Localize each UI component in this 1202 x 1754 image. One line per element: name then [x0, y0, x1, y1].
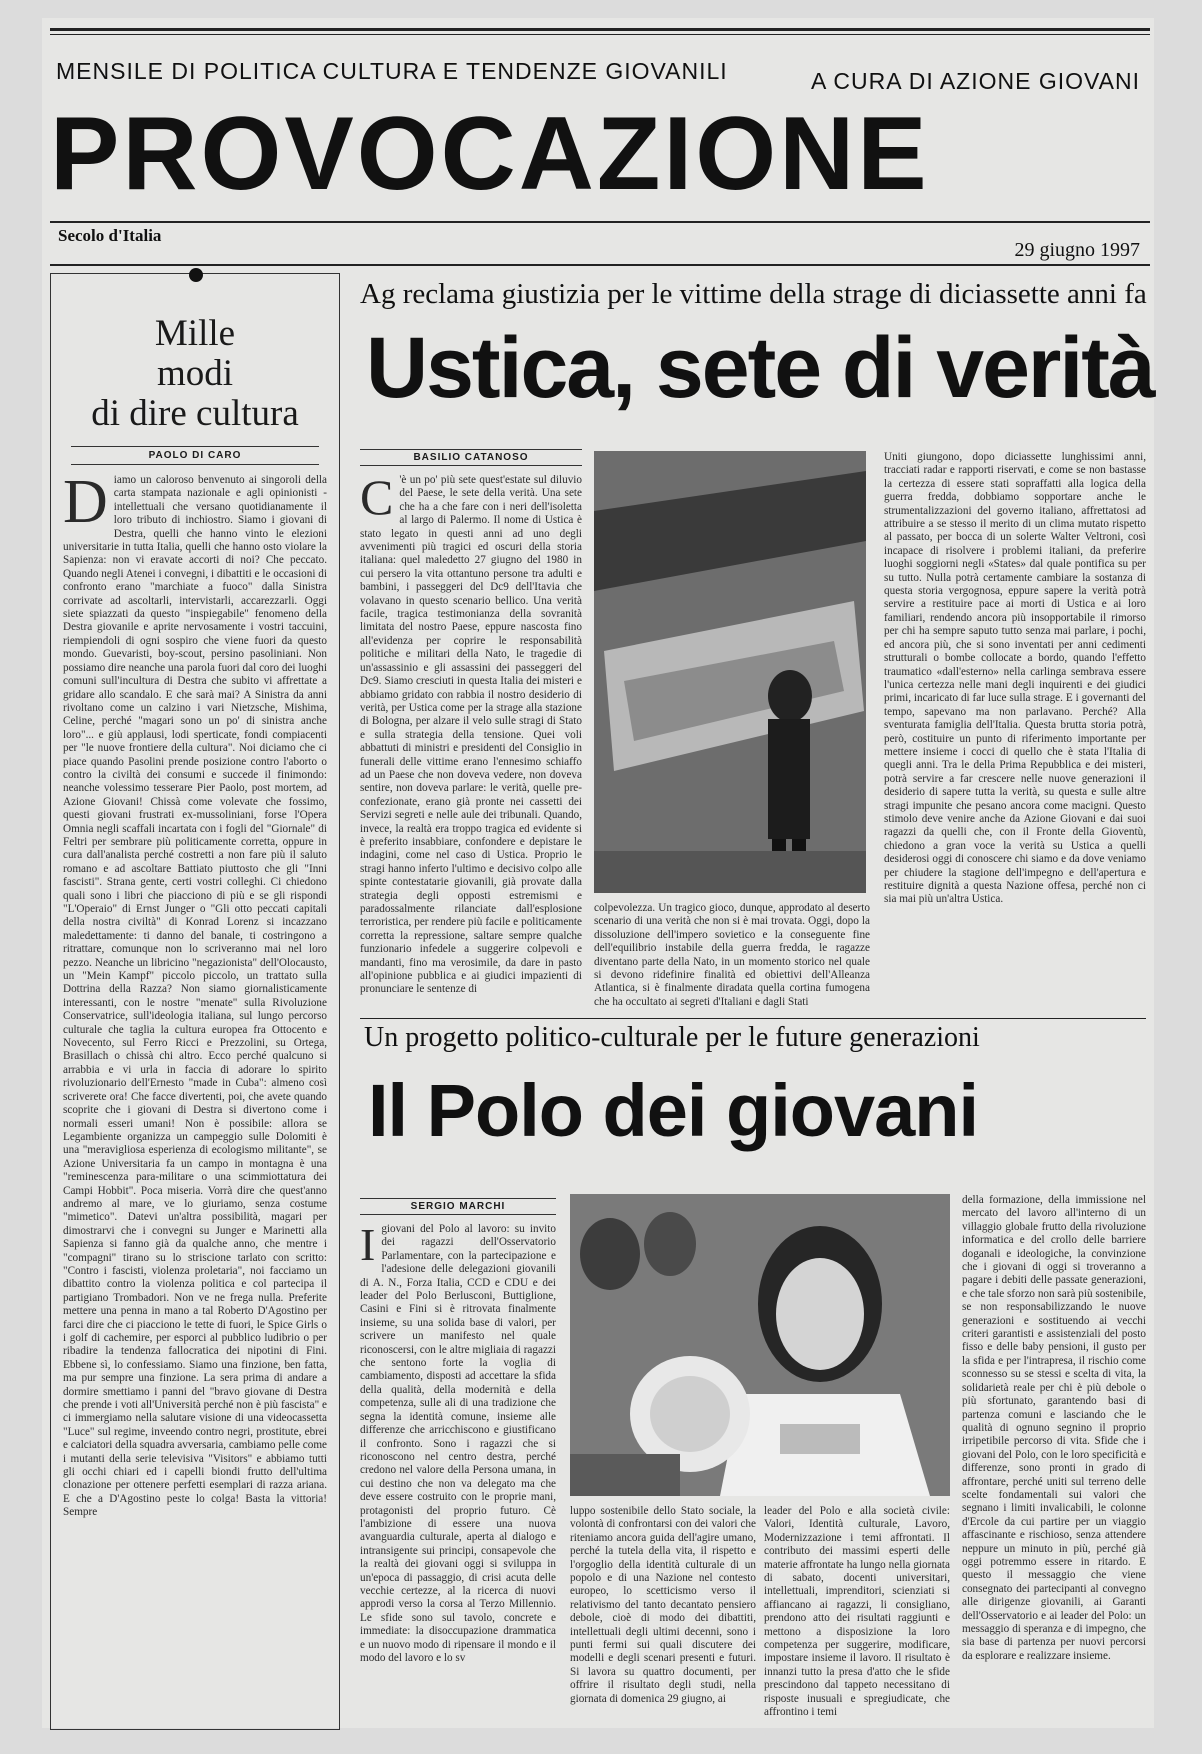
top-rule	[50, 28, 1150, 31]
sidebar-author: PAOLO DI CARO	[148, 450, 242, 461]
article1-dropcap: C	[360, 469, 394, 525]
article1-col1	[360, 449, 582, 996]
article2-kicker: Un progetto politico-culturale per le future generazioni	[364, 1022, 980, 1053]
article2-col1-text: giovani del Polo al lavoro: su invito dei ragazzi dell'Osservatorio Parlamentare, con la partecipazione e l'adesione delle delegazioni giovanili di A. N., Forza Italia, CCD e CDU e dei leader del Polo Berlusconi, Buttiglione, Casini e Fini si è ritrovata finalmente insieme, su una solida base di valori, per scrivere un manifesto nel quale riconoscersi, con le altre migliaia di ragazzi che sentono forte la voglia di cambiamento, disposti ad accettare la sfida della qualità, della modernità e della competenza, sulle ali di una tradizione che segna la identità comune, insieme alle differenze che arricchiscono e giustificano il confronto. Sono i ragazzi che si riconoscono nel centro destra, perché credono nel valore della Persona umana, in cui destino che non va delegato ma che deve essere costruito con le proprie mani, protagonisti del proprio futuro. Cè l'ambizione di essere una nuova avanguardia culturale, aperta al dialogo e intransigente sui principi, consapevole che la realtà dei giovani oggi si sviluppa in un'epoca di passaggio, di crisi acuta delle vecchie certezze, al la ricerca di nuovi approdi verso la corsa al Terzo Millennio. Le sfide sono sul tavolo, concrete e immediate: la disoccupazione drammatica e un nuovo modo di ripensare il mondo e il modo del lavoro e lo sv	[360, 1223, 556, 1664]
paper-name: Secolo d'Italia	[58, 226, 162, 245]
masthead-curator: A CURA DI AZIONE GIOVANI	[810, 68, 1140, 94]
top-rule-thin	[50, 34, 1150, 35]
sidebar-title-line1: Mille	[154, 313, 236, 354]
article2-text-2: luppo sostenibile dello Stato sociale, la volontà di confrontarsi con dei valori che riteniamo ancora guida dell'agire umano, perché la tutela della vita, il rispetto e l'orgoglio della identità culturale di un popolo e di una Nazione nel contesto europeo, lo scetticismo verso il relativismo del tanto decantato pensiero debole, cioè di modo dei dibattiti, intellettuali degli ultimi decenni, sono i punti fermi sui quali discutere dei modelli e degli scenari presenti e futuri. Si lavora su quattro documenti, per offrire il risultato degli studi, nella giornata di domenica 29 giugno, ai	[570, 1505, 756, 1705]
sidebar-article	[50, 273, 340, 1730]
article2-dropcap: I	[360, 1219, 376, 1270]
polo-photo-drawing	[570, 1194, 950, 1496]
ustica-photo	[594, 451, 866, 893]
article2-text-4: della formazione, della immissione nel mercato del lavoro all'interno di un villaggio globale frutto della rivoluzione informatica e del crollo delle barriere doganali e ideologiche, la convinzione che i giovani di oggi si troveranno a pagare i debiti delle passate generazioni, e che tale sforzo non sarà più sostenibile, se non responsabilizzando le nuove generazioni e sostituendo ai vecchi criteri garantisti e assistenziali del posto fisso e delle baby pensioni, il gusto per la sfida e per l'intrapresa, il rischio come sconnesso su se stessi e scelta di vita, la solidarietà reale per chi è più debole o più sfortunato, garantendo basi di partenza comuni e lasciando che le qualità di ognuno segnino il proprio irripetibile percorso di vita. Sfide che i giovani del Polo, con le loro specificità e differenze, sono pronti in grado di affrontare, perché uniti sul terreno delle scelte fondamentali sui valori che segnano i limiti invalicabili, le colonne d'Ercole da cui partire per un viaggio affascinante e rischioso, senza attendere neppure un minuto in più, perché già oggi potremmo essere in ritardo. E questo il messaggio che viene consegnato dei partecipanti al convegno alle dirigenze giovanili, ai Garanti dell'Osservatorio e ai leader del Polo: un messaggio di speranza e di impegno, che sia base di partenza per nuovi percorsi da esplorare e realizzare insieme.	[962, 1194, 1146, 1662]
article1-col1-text: 'è un po' più sete quest'estate sul diluvio del Paese, le sete della verità. Una sete che ha a che fare con i neri dell'isoletta al largo di Palermo. Il nome di Ustica è stato legato in questi anni ad uno degli avvenimenti più tragici ed oscuri della storia italiana: quel maledetto 27 giugno del 1980 in cui persero la vita ottantuno persone tra adulti e bambini, i passeggeri del Dc9 dell'Itavia che volavano in questo scenario bellico. Una verità facile, tragica testimonianza della sovranità limitata del nostro Paese, eppure nascosta fino all'evidenza per coprire le responsabilità politiche e militari della Nato, le tragedie di un'assassinio e gli assassini dei passeggeri del Dc9. Siamo cresciuti in questa Italia dei misteri e abbiamo gridato con rabbia il nostro desiderio di verità, per Ustica come per la strage alla stazione di Bologna, per alzare il velo sulle stragi di Stato e sulla strategia della tensione. Quei voli abbattuti di ministri e presidenti del Consiglio in funerali delle vittime erano l'ennesimo schiaffo ad un Paese che non doveva vedere, non doveva sentire, non doveva parlare: le verità, quelle pre-confezionate, erano già pronte nei cassetti dei Servizi segreti e nelle aule dei tribunali. Quando, invece, la realtà era troppo tragica ed evidente si è preferito insabbiare, confondere e depistare le indagini, come nel caso di Ustica. Proprio le stragi hanno inferto l'ultimo e decisivo colpo alle spinte contestatarie giovanili, già provate dalla strategia degli opposti estremismi e paradossalmente rilanciate dall'esplosione terroristica, per rendere più facile e politicamente corretta la repressione, saltare sempre qualche funzionario infedele a suggerire colpevoli e mandanti, fino ma verosimile, da dare in pasto all'opinione pubblica e ai giudici impazienti di pronunciare le sentenze di	[360, 474, 582, 996]
article1-text-1	[360, 469, 582, 996]
sidebar-title	[51, 314, 339, 434]
masthead-rule	[50, 221, 1150, 223]
article2-text-3: leader del Polo e alla società civile: Valori, Identità culturale, Lavoro, Modernizzazione i temi affrontati. Il contributo dei massimi esperti delle materie affrontate ha lungo nella giornata di sabato, docenti universitari, intellettuali, imprenditori, scienziati si affiancano ai ragazzi, li consigliano, prendono atto dei risultati raggiunti e mettono a disposizione la loro competenza per suggerire, modificare, impostare insieme il lavoro. Il risultato è innanzi tutto la presa d'atto che le sfide prescindono dal tappeto necessitano di risposte inusuali e spregiudicate, che affrontino i temi	[764, 1505, 950, 1719]
article1-headline: Ustica, sete di verità	[366, 320, 1154, 416]
article1-text-3: Uniti giungono, dopo diciassette lunghissimi anni, tracciati radar e rapporti riservati, e come se non bastasse la certezza di essere stati sopraffatti alla logica della guerra fredda, dobbiamo sopportare anche le strumentalizzazioni del governo italiano, affrettatosi ad attribuire a se stesso il merito di un clima mutato rispetto al passato, per bocca di un solerte Walter Veltroni, così incapace di risolvere i problemi italiani, da preferire luoghi soggiorni negli «States» dal quale pontifica su per su tutto. Nulla potrà certamente cambiare la sostanza di questa storia vergognosa, eppure sapere la verità potrà servire a restituire pace ai morti di Ustica e ai loro familiari, rendendo ancora più insopportabile il rimorso per chi ha sempre saputo tutto senza mai parlare, i pochi, ed ancora più, che si sono inventati per anni cedimenti strutturali o bombe collocate a bordo, quando l'effetto traumatico «dall'esterno» nella carlinga sembrava essere l'unica certezza nelle mani degli inquirenti e dei giudici primi, incaricato di far luce sulla strage. E i governanti del tempo, sapevano ma non parlavano. Perché? Alla sventurata famiglia dell'Italia. Questa brutta storia potrà, però, costituire un punto di riferimento importante per mettere insieme i cocci di quello che è stata l'Italia di quegli anni. Tra le della Prima Repubblica e dei misteri, potrà servire a far crescere nelle nuove generazioni il desiderio di sapere tutta la verità, su questa e sulle altre stragi impunite che pesano ancora come macigni. Questo stimolo deve venire anche da Azione Giovani e dai suoi ragazzi da quelli che, con il Fronte della Gioventù, chiedono a gran voce la verità su Ustica a quelli desiderosi oggi di conoscere chi siamo e da dove veniamo per chiudere la stagione dell'impegno e dell'apertura e restituire dignità a questa Nazione offesa, perché non ci sia mai più un'altra Ustica.	[884, 451, 1146, 906]
article1-kicker: Ag reclama giustizia per le vittime della strage di diciassette anni fa	[360, 278, 1147, 310]
polo-photo	[570, 1194, 950, 1496]
article2-rule	[360, 1018, 1146, 1019]
date-rule	[50, 264, 1150, 266]
issue-date: 29 giugno 1997	[1014, 239, 1140, 261]
sidebar-title-line3: di dire cultura	[91, 393, 299, 434]
sidebar-body	[63, 468, 328, 1719]
article1-text-2: colpevolezza. Un tragico gioco, dunque, approdato al deserto scenario di una verità che non si è mai trovata. Oggi, dopo la dissoluzione dell'impero sovietico e la conseguente fine dell'equilibrio instabile della guerra fredda, le ragazze diventano parte della Nato, in un momento storico nel quale si devono ridefinire finalità ed obiettivi dell'Alleanza Atlantica, si è finalmente diradata quella cortina fumogena che ha occultato ai segreti d'Italiani e dagli Stati	[594, 902, 870, 1008]
article1-author: BASILIO CATANOSO	[413, 452, 529, 463]
masthead-tagline: MENSILE DI POLITICA CULTURA E TENDENZE GIOVANILI	[56, 58, 728, 84]
article2-col1	[360, 1198, 556, 1731]
article2-author: SERGIO MARCHI	[410, 1201, 506, 1212]
sidebar-title-line2: modi	[156, 353, 234, 394]
ustica-photo-drawing	[594, 451, 866, 893]
sidebar-dropcap: D	[63, 468, 108, 536]
masthead-title: PROVOCAZIONE	[50, 96, 930, 212]
newspaper-page	[42, 18, 1154, 1728]
article2-headline: Il Polo dei giovani	[368, 1069, 979, 1152]
bullet-dot	[189, 268, 203, 282]
article2-text-1	[360, 1219, 556, 1731]
sidebar-text: iamo un caloroso benvenuto ai singoroli della carta stampata nazionale e agli opinionisti - intellettuali che versano quotidianamente il loro tributo di inchiostro. Siamo i giovani di Destra, quelli che hanno vinto le elezioni universitarie in tutta Italia, quelli che hanno osto violare la Sapienza: non vi eravate accorti di noi? Che peccato. Quando negli Atenei i convegni, i dibattiti e le occasioni di confronto erano "marchiate a fuoco" dalla Sinistra corrivate ad ascoltarli, intervistarli, accarezzarli. Oggi siete spiazzati da questo "inspiegabile" fenomeno della Destra giovanile e aprite nervosamente i vostri taccuini, riempiendoli di ogni sospiro che viene fuori da questo mondo. Guevaristi, boy-scout, persino pasoliniani. Non possiamo dire neanche una parola fuori dal coro dei luoghi comuni sull'incultura di Destra che subito vi affrettate a gridare allo scandalo. E che sarà mai? A Sinistra da anni rivoltano come un calzino i vari Nietzsche, Mishima, Celine, perché "magari sono un po' di sinistra anche loro"... e giù applausi, lodi sperticate, fondi compiacenti per "le nuove frontiere della cultura". Noi diciamo che ci piace quando Pasolini prende posizione contro l'aborto o contro la civiltà dei consumi e succede il finimondo: neanche volessimo tesserare Pier Paolo, post mortem, ad Azione Giovani! Chissà come volevate che fossimo, questi giovani frustrati ex-mussoliniani, forse l'Opera Omnia negli scaffali incartata con i fogli del "Giornale" di Feltri per sembrare più politicamente corretta, oppure in cura dall'analista perché costretti a non fare più il saluto romano e ad ascoltare Battiato piuttosto che gli "Inni fascisti". Strana gente, certi vostri colleghi. Ci chiedono quali sono i libri che piacciono di più e se gli rispondi "L'Operaio" di Ernst Junger o "Gli otto peccati capitali della nostra civiltà" di Konrad Lorenz si incazzano maledettamente: ti danno del banale, ti costringono a ritrattare, comunque non lo scriveranno mai nel loro pezzo. Neanche un libricino "negazionista" dell'Olocausto, un "Mein Kampf" piccolo piccolo, un trattato sulla Dottrina della Razza? Non siamo giornalisticamente interessanti, con le nostre "menate" sulla Rivoluzione Conservatrice, sull'ideologia italiana, sul lungo percorso culturale che taglia la cultura europea fra Ottocento e Novecento, sul Ferro Ricci e Prezzolini, su Ortega, Brasillach o chissà chi altro. Ecco perché qualcuno si arrabbia e vi urla in faccia di adorare lo spirito rivoluzionario dell'Ernesto "made in Cuba": almeno così scriverete ora! Che facce divertenti, poi, che avete quando scoprite che i giovani di Destra si divertono come i normali esseri umani! Non è possibile: allora se Legambiente organizza un campeggio sulle Dolomiti è una "meravigliosa esperienza di ecologismo militante", se Azione Universitaria fa un campo in montagna è una "reminescenza para-militare o una scimmiottatura dei Campi Hobbit". Poca miseria. Vorrà dire che quest'anno andremo al mare, ve lo giuriamo, senza costume "mimetico". Datevi un'altra possibilità, magari per dimostrarvi che i convegni su Junger e Marinetti alla Sapienza si fanno già da qualche anno, che mentre i "compagni" tirano su lo striscione tarlato con scritto: "Contro i fascisti, violenza proletaria", noi facciamo un dibattito contro la violenza politica e col partecipa il partigiano Trombadori. Non ve ne frega nulla. Preferite mettere una penna in mano a tal Roberto D'Agostino per farci dire che ci piacciono le tette di fuori, le Spice Girls o i golf di cachemire, per esporci al pubblico ludibrio o per ribadire la tendenza fallocratica dei nipotini di Fini. Ebbene sì, lo confessiamo. Siamo una finzione, ben fatta, ma pur sempre una finzione. La sera prima di andare a dormire smettiamo i panni del "bravo giovane di Destra che prende i voti all'Università perché non è più fascista" e ci immergiamo nella salutare visione di una videocassetta "Luce" sul regime, inveendo contro negri, prostitute, ebrei e calciatori della squadra avversaria, cambiamo pelle come i mutanti della serie televisiva "Visitors" e abbiamo tutti gli occhi chiari ed i capelli biondi frutto dell'ultima clonazione per ottenere perfetti esemplari di razza ariana. E che a D'Agostino peste lo colga! Basta la vittoria! Sempre	[63, 474, 328, 1519]
